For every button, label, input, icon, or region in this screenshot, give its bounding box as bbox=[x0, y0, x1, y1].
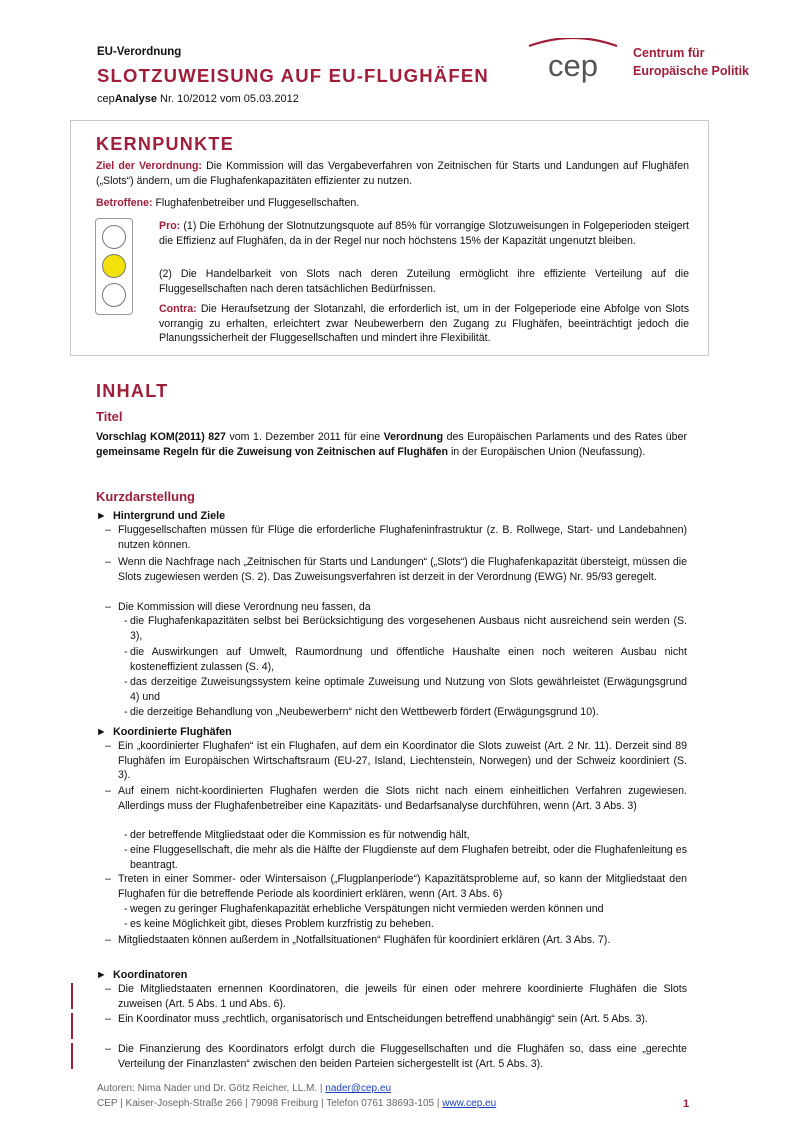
list-item: – Mitgliedstaaten können außerdem in „Notfallsituationen“ Flughäfen für koordiniert erklären (Art. 3 Abs. 7). bbox=[105, 934, 611, 946]
betroffene-paragraph: Betroffene: Flughafenbetreiber und Fluggesellschaften. bbox=[96, 197, 360, 209]
list-item: – Wenn die Nachfrage nach „Zeitnischen für Starts und Landungen“ („Slots“) die Flughafenkapazität übersteigt, müssen die Slots zugewiesen werden (S. 2). Das Zuweisungsverfahren ist derzeit in der Verordnung (EWG) Nr. 95/93 geregelt. bbox=[105, 556, 687, 583]
change-bar bbox=[71, 983, 73, 1009]
analyse-number: cepAnalyse Nr. 10/2012 vom 05.03.2012 bbox=[97, 93, 299, 105]
list-item: – Fluggesellschaften müssen für Flüge die erforderliche Flughafeninfrastruktur (z. B. Rollwege, Start- und Landebahnen) nutzen können. bbox=[105, 524, 687, 551]
website-link[interactable]: www.cep.eu bbox=[442, 1098, 497, 1109]
list-item: – Treten in einer Sommer- oder Wintersaison („Flugplanperiode“) Kapazitätsprobleme auf, so kann der Mitgliedstaat den Flughafen für die betreffende Periode als koordiniert erklären, wenn (Art. 3 Abs. 6) bbox=[105, 873, 687, 900]
kernpunkte-heading: KERNPUNKTE bbox=[96, 134, 235, 154]
section-koordinierte-heading: ► Koordinierte Flughäfen bbox=[96, 726, 232, 738]
inhalt-heading: INHALT bbox=[96, 381, 169, 401]
sub-list-item: - wegen zu geringer Flughafenkapazität erhebliche Verspätungen nicht vermieden werden können und bbox=[124, 903, 604, 915]
traffic-light-icon bbox=[95, 218, 133, 315]
section-hintergrund-heading: ► Hintergrund und Ziele bbox=[96, 510, 226, 522]
sub-list-item: - die Auswirkungen auf Umwelt, Raumordnung und öffentliche Haushalte einen noch weiteren Ausbau nicht kosteneffizient zulassen (S. 4), bbox=[124, 646, 687, 673]
change-bar bbox=[71, 1013, 73, 1039]
page-number: 1 bbox=[683, 1098, 690, 1110]
arrow-icon: ► bbox=[96, 510, 107, 522]
list-item: – Die Finanzierung des Koordinators erfolgt durch die Fluggesellschaften und die Flughäfen so, dass eine „gerechte Verteilung der Finanzlasten“ zwischen den beiden Parteien sichergestellt ist (Art. 5 Abs. 3). bbox=[105, 1043, 687, 1070]
sub-list-item: - der betreffende Mitgliedstaat oder die Kommission es für notwendig hält, bbox=[124, 829, 470, 841]
cep-logo bbox=[523, 38, 623, 86]
pro2-paragraph: (2) Die Handelbarkeit von Slots nach deren Zuteilung ermöglicht ihre effiziente Verteilung auf die Fluggesellschaften nach deren tatsächlichen Bedürfnissen. bbox=[159, 268, 689, 295]
contra-paragraph: Contra: Die Heraufsetzung der Slotanzahl, die erforderlich ist, um in der Folgeperiode eine Abfolge von Slots vorrangig zu erhalten, erleichtert zwar Neubewerbern den Zugang zu Flughäfen, beeinträchtigt jedoch die Planungssicherheit der Fluggesellschaften und mindert ihre Flexibilität. bbox=[159, 303, 689, 345]
list-item: – Die Kommission will diese Verordnung neu fassen, da bbox=[105, 601, 371, 613]
arrow-icon: ► bbox=[96, 726, 107, 738]
titel-paragraph: Vorschlag KOM(2011) 827 vom 1. Dezember 2011 für eine Verordnung des Europäischen Parlaments und des Rates über gemeinsame Regeln für die Zuweisung von Zeitnischen auf Flughäfen in der Europäischen Union (Neufassung). bbox=[96, 431, 687, 458]
kurzdarstellung-heading: Kurzdarstellung bbox=[96, 489, 195, 504]
list-item: – Ein „koordinierter Flughafen“ ist ein Flughafen, auf dem ein Koordinator die Slots zuweist (Art. 2 Nr. 11). Derzeit sind 89 Flughäfen im Europäischen Wirtschaftsraum (EU-27, Island, Liechtenstein, Norwegen) und der Schweiz koordiniert (S. 3). bbox=[105, 740, 687, 782]
section-koordinatoren-heading: ► Koordinatoren bbox=[96, 969, 188, 981]
logo-wordmark: Centrum für Europäische Politik bbox=[633, 46, 750, 79]
titel-heading: Titel bbox=[96, 409, 123, 424]
footer-address: CEP | Kaiser-Joseph-Straße 266 | 79098 Freiburg | Telefon 0761 38693-105 | www.cep.eu bbox=[97, 1098, 497, 1109]
list-item: – Auf einem nicht-koordinierten Flughafen werden die Slots nicht nach einem einheitlichen Verfahren zugewiesen. Allerdings muss der Flughafenbetreiber eine Kapazitäts- und Bedarfsanalyse durchführen, wenn (Art. 3 Abs. 3) bbox=[105, 785, 687, 812]
traffic-light-top-lamp bbox=[102, 225, 126, 249]
logo-mark: cep bbox=[548, 48, 598, 83]
sub-list-item: - eine Fluggesellschaft, die mehr als die Hälfte der Flugdienste auf dem Flughafen betreibt, oder die Flughafenleitung es beantragt. bbox=[124, 844, 687, 871]
arrow-icon: ► bbox=[96, 969, 107, 981]
pro-paragraph: Pro: (1) Die Erhöhung der Slotnutzungsquote auf 85% für vorrangige Slotzuweisungen in Folgeperioden steigert die Effizienz auf Flughäfen, da in der Regel nur noch höchstens 15% der Kapazität ungenutzt bleiben. bbox=[159, 220, 689, 247]
document-title: SLOTZUWEISUNG AUF EU-FLUGHÄFEN bbox=[97, 65, 489, 86]
document-kicker: EU-Verordnung bbox=[97, 46, 182, 58]
email-link[interactable]: nader@cep.eu bbox=[325, 1083, 392, 1094]
traffic-light-bottom-lamp bbox=[102, 283, 126, 307]
footer-authors: Autoren: Nima Nader und Dr. Götz Reicher, LL.M. | nader@cep.eu bbox=[97, 1083, 392, 1094]
sub-list-item: - es keine Möglichkeit gibt, dieses Problem kurzfristig zu beheben. bbox=[124, 918, 434, 930]
ziel-paragraph: Ziel der Verordnung: Die Kommission will das Vergabeverfahren von Zeitnischen für Starts und Landungen auf Flughäfen („Slots“) ändern, um die Flughafenkapazitäten effizienter zu nutzen. bbox=[96, 160, 689, 187]
change-bar bbox=[71, 1043, 73, 1069]
sub-list-item: - die Flughafenkapazitäten selbst bei Berücksichtigung des vorgesehenen Ausbaus nicht ausreichend sein werden (S. 3), bbox=[124, 615, 687, 642]
list-item: – Ein Koordinator muss „rechtlich, organisatorisch und Entscheidungen betreffend unabhängig“ sein (Art. 5 Abs. 3). bbox=[105, 1013, 648, 1025]
traffic-light-middle-lamp bbox=[102, 254, 126, 278]
sub-list-item: - die derzeitige Behandlung von „Neubewerbern“ nicht den Wettbewerb fördert (Erwägungsgrund 10). bbox=[124, 706, 599, 718]
list-item: – Die Mitgliedstaaten ernennen Koordinatoren, die jeweils für einen oder mehrere koordinierte Flughäfen die Slots zuweisen (Art. 5 Abs. 1 und Abs. 6). bbox=[105, 983, 687, 1010]
sub-list-item: - das derzeitige Zuweisungssystem keine optimale Zuweisung und Nutzung von Slots gewährleistet (Erwägungsgrund 4) und bbox=[124, 676, 687, 703]
